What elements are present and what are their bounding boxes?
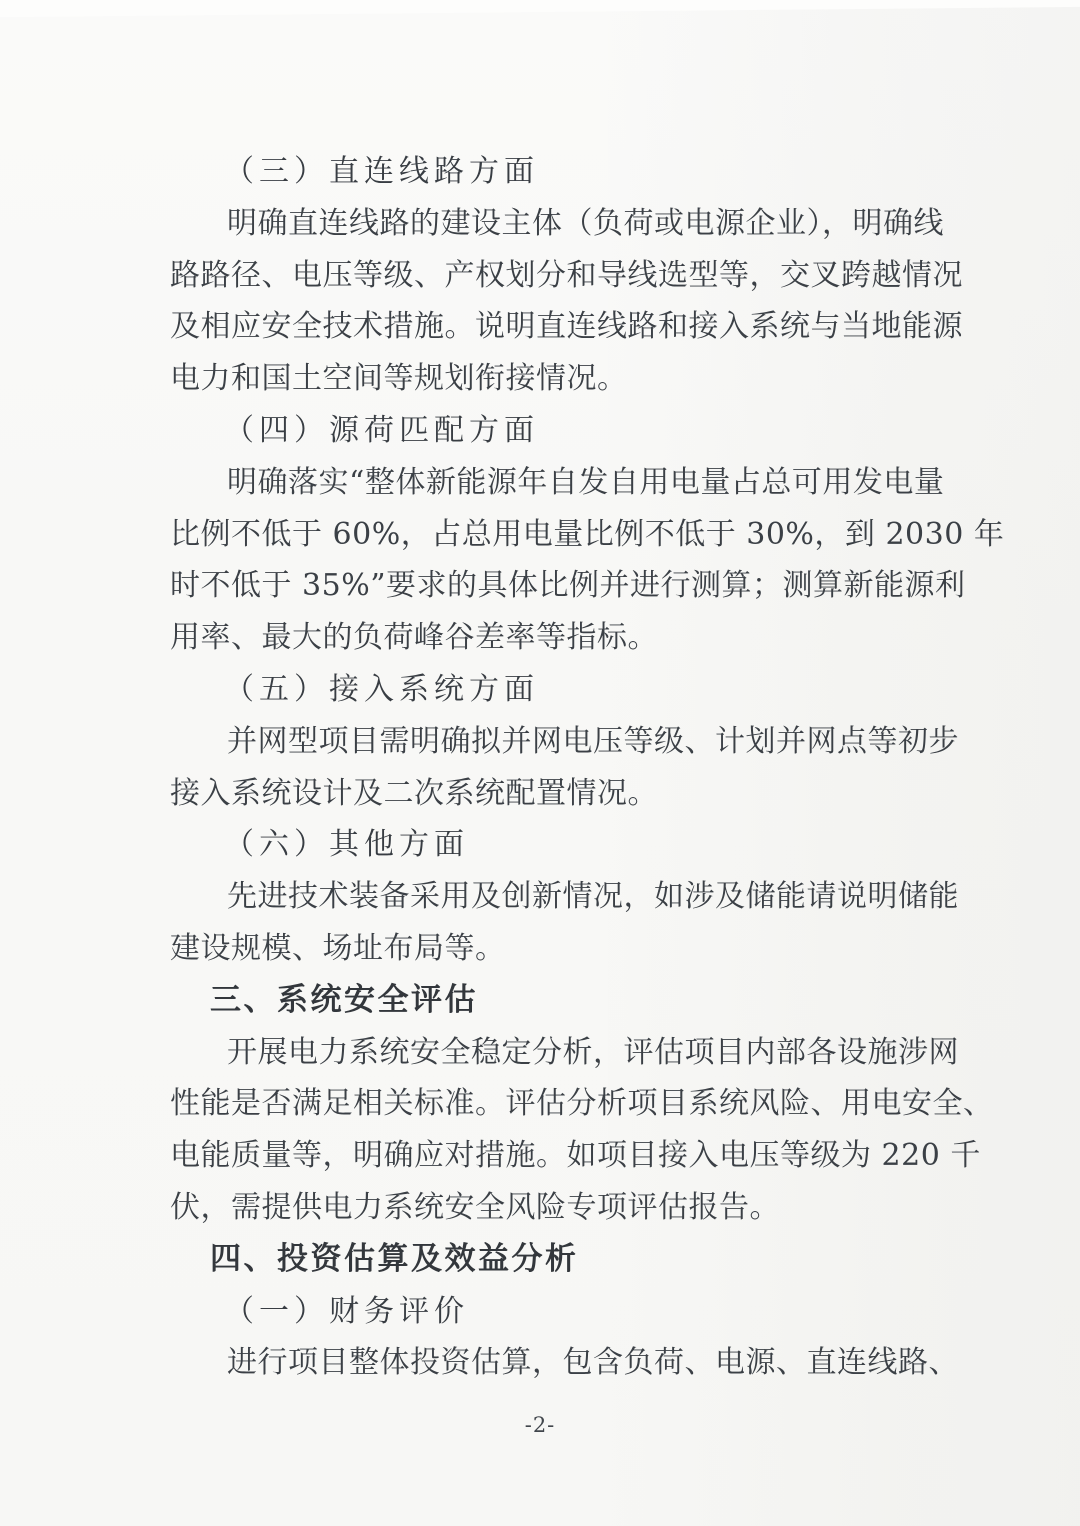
text-line: 进行项目整体投资估算，包含负荷、电源、直连线路、 [227,1345,959,1381]
text-line: 先进技术装备采用及创新情况，如涉及储能请说明储能 [227,879,959,915]
text-line: 用率、最大的负荷峰谷差率等指标。 [170,620,658,656]
text-line: 接入系统设计及二次系统配置情况。 [170,775,658,811]
page-number: -2- [524,1413,556,1437]
text-line: 电能质量等，明确应对措施。如项目接入电压等级为 220 千 [170,1138,981,1174]
subheading-grid-connection: （五）接入系统方面 [224,671,539,707]
heading-system-safety-eval: 三、系统安全评估 [210,981,478,1018]
subheading-source-load-match: （四）源荷匹配方面 [224,412,539,448]
text-line: 性能是否满足相关标准。评估分析项目系统风险、用电安全、 [170,1086,994,1122]
document-text-block [170,146,1005,1389]
heading-investment-benefit: 四、投资估算及效益分析 [210,1240,579,1277]
text-line: 电力和国土空间等规划衔接情况。 [170,361,628,397]
text-line: 并网型项目需明确拟并网电压等级、计划并网点等初步 [227,723,959,759]
subheading-other-aspects: （六）其他方面 [224,827,469,863]
subheading-financial-eval: （一）财务评价 [224,1293,469,1329]
text-line: 时不低于 35%”要求的具体比例并进行测算；测算新能源利 [170,568,966,604]
text-line: 开展电力系统安全稳定分析，评估项目内部各设施涉网 [227,1034,959,1070]
text-line: 明确落实“整体新能源年自发自用电量占总可用发电量 [227,464,945,500]
text-line: 比例不低于 60%，占总用电量比例不低于 30%，到 2030 年 [170,516,1005,552]
text-line: 伏，需提供电力系统安全风险专项评估报告。 [170,1189,780,1225]
text-line: 建设规模、场址布局等。 [170,930,506,966]
text-line: 及相应安全技术措施。说明直连线路和接入系统与当地能源 [170,309,963,345]
text-line: 明确直连线路的建设主体（负荷或电源企业），明确线 [227,205,944,241]
text-line: 路路径、电压等级、产权划分和导线选型等，交叉跨越情况 [170,257,963,293]
subheading-direct-line: （三）直连线路方面 [224,154,539,189]
scan-edge-artifact [0,0,1080,17]
